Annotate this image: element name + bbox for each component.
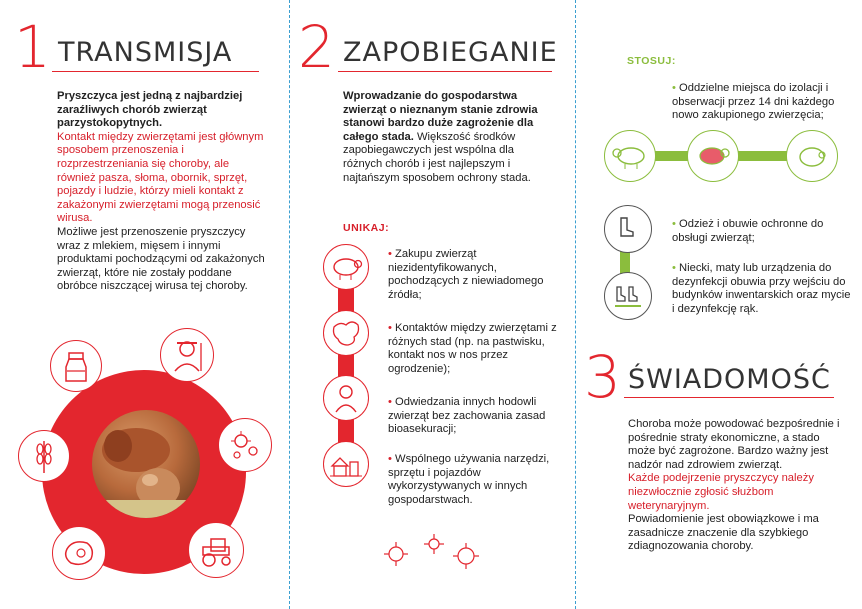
apply-item-text: Odzież i obuwie ochronne do obsługi zwierząt; — [672, 218, 824, 244]
awareness-losses-text: Choroba może powodować bezpośrednie i pośrednie straty ekonomiczne, a stado może być zagrożone. Bardzo ważny jest nadzór nad zdrowiem zwierząt. — [628, 418, 840, 471]
apply-label: STOSUJ: — [627, 55, 676, 67]
map-icon — [323, 310, 369, 356]
avoid-item: • Wspólnego używania narzędzi, sprzętu i pojazdów wykorzystywanych w innych gospodarstwach. — [388, 453, 550, 506]
section-number-3: 3 — [584, 343, 621, 411]
prevention-intro-bold: Wprowadzanie do gospodarstwa zwierząt o nieznanym stanie zdrowia stanowi bardzo duże zagrożenie dla całego stada. — [343, 90, 538, 143]
transmission-products-text: Możliwe jest przenoszenie pryszczycy wraz z mlekiem, mięsem i innymi produktami pochodzącymi od zakażonych zwierząt, które nie zostały poddane obróbce niszczącej wirusa tej choroby. — [57, 225, 265, 293]
section-title-transmisja: TRANSMISJA — [58, 37, 233, 68]
apply-item-text: Niecki, maty lub urządzenia do dezynfekcji obuwia przy wejściu do budynków inwentarskich oraz mycie i dezynfekcję rąk. — [672, 262, 851, 315]
title-underline — [52, 71, 259, 72]
apply-item-text: Oddzielne miejsca do izolacji i obserwacji przez 14 dni każdego nowo zakupionego zwierzęcia; — [672, 82, 835, 122]
transmission-intro: Pryszczyca jest jedną z najbardziej zaraźliwych chorób zwierząt parzystokopytnych. — [57, 90, 243, 130]
tractor-icon — [188, 522, 244, 578]
section-title-swiadomosc: ŚWIADOMOŚĆ — [628, 364, 831, 395]
meat-icon — [52, 526, 106, 580]
awareness-text — [628, 418, 843, 554]
avoid-item-text: Wspólnego używania narzędzi, sprzętu i pojazdów wykorzystywanych w innych gospodarstwach. — [388, 453, 550, 506]
cow-icon — [604, 130, 656, 182]
section-number-2: 2 — [298, 13, 335, 81]
transmission-text — [57, 90, 269, 294]
sheep-icon — [323, 244, 369, 290]
cow-and-calf-photo — [92, 410, 200, 518]
avoid-item-text: Odwiedzania innych hodowli zwierząt bez zachowania zasad bioasekuracji; — [388, 396, 546, 436]
disinfection-mat-icon — [604, 272, 652, 320]
awareness-report-warning: Każde podejrzenie pryszczycy należy niezwłocznie zgłosić służbom weterynaryjnym. — [628, 472, 814, 512]
farm-icon — [323, 441, 369, 487]
prevention-intro — [343, 90, 555, 185]
avoid-item-text: Kontaktów między zwierzętami z różnych stad (np. na pastwisku, kontakt nos w nos przez ogrodzenie); — [388, 322, 557, 375]
boots-icon — [604, 205, 652, 253]
awareness-notification-text: Powiadomienie jest obowiązkowe i ma zasadnicze znaczenie dla szybkiego zdiagnozowania choroby. — [628, 513, 819, 553]
avoid-item: • Odwiedzania innych hodowli zwierząt bez zachowania zasad bioasekuracji; — [388, 396, 546, 436]
column-divider-2 — [575, 0, 576, 609]
title-underline — [624, 397, 834, 398]
apply-item: • Odzież i obuwie ochronne do obsługi zwierząt; — [672, 218, 824, 244]
transmission-graphic — [0, 330, 290, 609]
avoid-item-text: Zakupu zwierząt niezidentyfikowanych, pochodzących z niewiadomego źródła; — [388, 248, 544, 301]
title-underline — [338, 71, 552, 72]
virus-decoration-icon — [378, 530, 488, 575]
avoid-item: • Zakupu zwierząt niezidentyfikowanych, pochodzących z niewiadomego źródła; — [388, 248, 544, 301]
prevention-intro-rest: Większość środków zapobiegawczych jest wspólna dla różnych chorób i jest najlepszym i najtańszym sposobem ochrony stada. — [343, 130, 531, 184]
avoid-label: UNIKAJ: — [343, 222, 390, 234]
sheep-icon — [687, 130, 739, 182]
transmission-contact-warning: Kontakt między zwierzętami jest głównym sposobem przenoszenia i rozprzestrzeniania się choroby, ale również pasza, słoma, obornik, sprzęt, pojazdy i ludzie, którzy mieli kontakt z zakażonymi zwierzętami mogą przenosić wirusa. — [57, 130, 264, 225]
wheat-icon — [18, 430, 70, 482]
milk-bottle-icon — [50, 340, 102, 392]
apply-item: • Niecki, maty lub urządzenia do dezynfekcji obuwia przy wejściu do budynków inwentarskich oraz mycie i dezynfekcję rąk. — [672, 262, 851, 315]
virus-icon — [218, 418, 272, 472]
apply-item: • Oddzielne miejsca do izolacji i obserwacji przez 14 dni każdego nowo zakupionego zwierzęcia; — [672, 82, 835, 122]
avoid-item: • Kontaktów między zwierzętami z różnych stad (np. na pastwisku, kontakt nos w nos przez ogrodzenie); — [388, 322, 557, 375]
section-title-zapobieganie: ZAPOBIEGANIE — [343, 37, 558, 68]
pig-icon — [786, 130, 838, 182]
section-number-1: 1 — [14, 13, 51, 81]
visitor-icon — [323, 375, 369, 421]
farmer-icon — [160, 328, 214, 382]
